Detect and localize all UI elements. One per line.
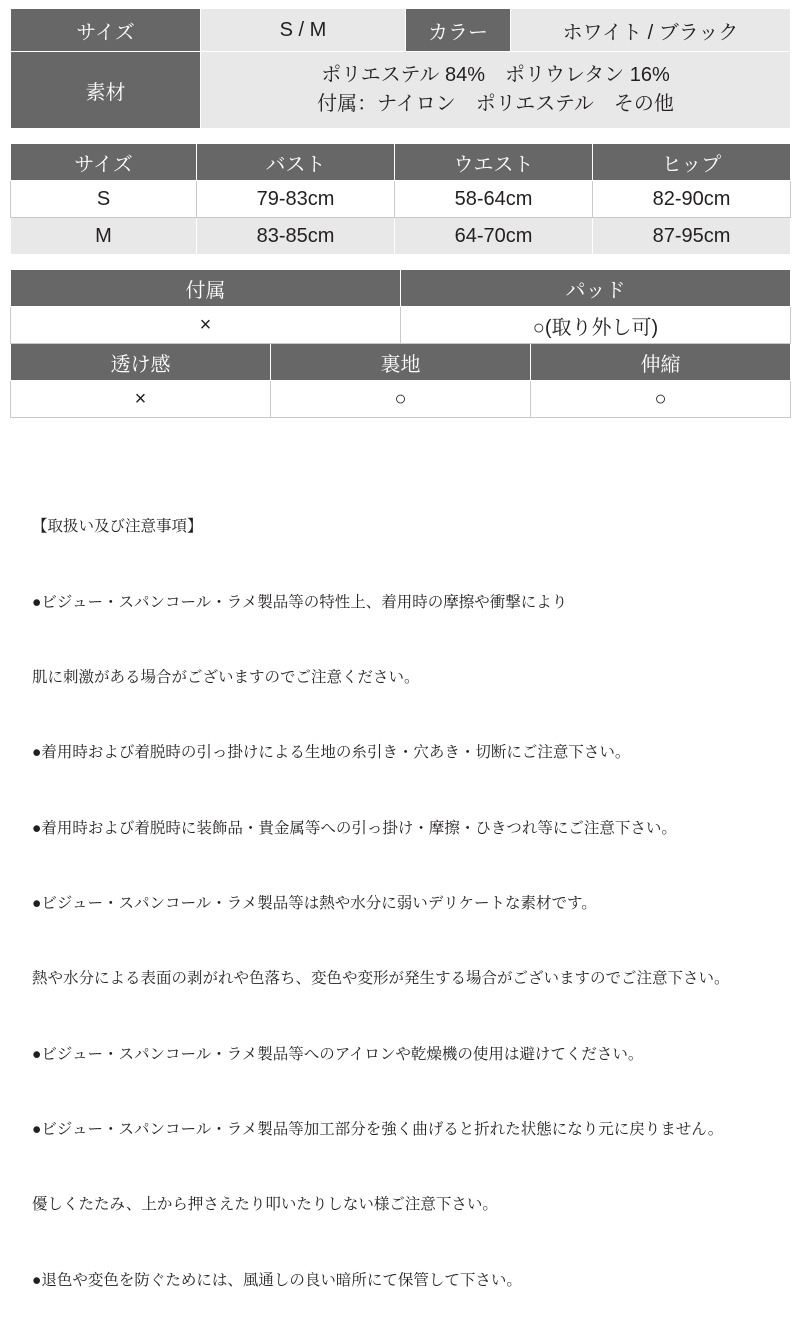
table-header-row <box>11 144 791 181</box>
table-row <box>11 52 791 129</box>
table-row <box>11 9 791 52</box>
care-note-line: ●ビジュー・スパンコール・ラメ製品等の特性上、着用時の摩擦や衝撃により <box>32 593 568 611</box>
material-line-2: 付属：ナイロン ポリエステル その他 <box>317 93 674 115</box>
product-spec-page <box>0 8 800 1289</box>
care-note-line: ●ビジュー・スパンコール・ラメ製品等へのアイロンや乾燥機の使用は避けてください。 <box>32 1045 644 1063</box>
attr-accessory-value: × <box>11 307 401 344</box>
material-line-1: ポリエステル 84% ポリウレタン 16% <box>321 64 670 86</box>
care-note-line: ●ビジュー・スパンコール・ラメ製品等は熱や水分に弱いデリケートな素材です。 <box>32 894 597 912</box>
table-row <box>11 307 791 344</box>
size-col-size: サイズ <box>11 144 197 181</box>
care-note-line: ●退色や変色を防ぐためには、風通しの良い暗所にて保管して下さい。 <box>32 1271 522 1289</box>
size-row-m-waist: 64-70cm <box>395 218 593 255</box>
size-row-m-hip: 87-95cm <box>593 218 791 255</box>
size-row-s-hip: 82-90cm <box>593 181 791 218</box>
care-note-line: 熱や水分による表面の剥がれや色落ち、変色や変形が発生する場合がございますのでご注意下さい。 <box>32 970 730 988</box>
size-row-s-size: S <box>11 181 197 218</box>
attribute-table <box>10 269 791 418</box>
attr-sheerness-value: × <box>11 381 271 418</box>
care-note-line: 肌に刺激がある場合がございますのでご注意ください。 <box>32 668 420 686</box>
size-table <box>10 143 791 255</box>
spec-size-value: S / M <box>201 9 406 52</box>
attr-stretch-value: ○ <box>531 381 791 418</box>
spec-size-label: サイズ <box>11 9 201 52</box>
care-note-line: ●着用時および着脱時に装飾品・貴金属等への引っ掛け・摩擦・ひきつれ等にご注意下さい。 <box>32 819 677 837</box>
size-row-s-waist: 58-64cm <box>395 181 593 218</box>
care-note-line: ●着用時および着脱時の引っ掛けによる生地の糸引き・穴あき・切断にご注意下さい。 <box>32 744 631 762</box>
size-row-m-size: M <box>11 218 197 255</box>
attr-pad-label: パッド <box>401 270 791 307</box>
size-col-hip: ヒップ <box>593 144 791 181</box>
attr-lining-value: ○ <box>271 381 531 418</box>
attr-lining-label: 裏地 <box>271 344 531 381</box>
spec-color-value: ホワイト / ブラック <box>511 9 791 52</box>
spec-color-label: カラー <box>406 9 511 52</box>
table-header-row <box>11 270 791 307</box>
attr-sheerness-label: 透け感 <box>11 344 271 381</box>
size-row-m-bust: 83-85cm <box>197 218 395 255</box>
care-notes <box>32 464 790 1343</box>
attr-accessory-label: 付属 <box>11 270 401 307</box>
spec-material-label: 素材 <box>11 52 201 129</box>
attr-pad-value: ○(取り外し可) <box>401 307 791 344</box>
care-notes-title: 【取扱い及び注意事項】 <box>32 518 203 536</box>
table-row <box>11 218 791 255</box>
table-row <box>11 381 791 418</box>
care-note-line: 優しくたたみ、上から押さえたり叩いたりしない様ご注意下さい。 <box>32 1196 498 1214</box>
care-note-line: ●ビジュー・スパンコール・ラメ製品等加工部分を強く曲げると折れた状態になり元に戻りません。 <box>32 1120 724 1138</box>
size-col-waist: ウエスト <box>395 144 593 181</box>
spec-material-value <box>201 52 791 129</box>
table-header-row <box>11 344 791 381</box>
table-row <box>11 181 791 218</box>
size-row-s-bust: 79-83cm <box>197 181 395 218</box>
size-col-bust: バスト <box>197 144 395 181</box>
spec-table <box>10 8 791 129</box>
attr-stretch-label: 伸縮 <box>531 344 791 381</box>
